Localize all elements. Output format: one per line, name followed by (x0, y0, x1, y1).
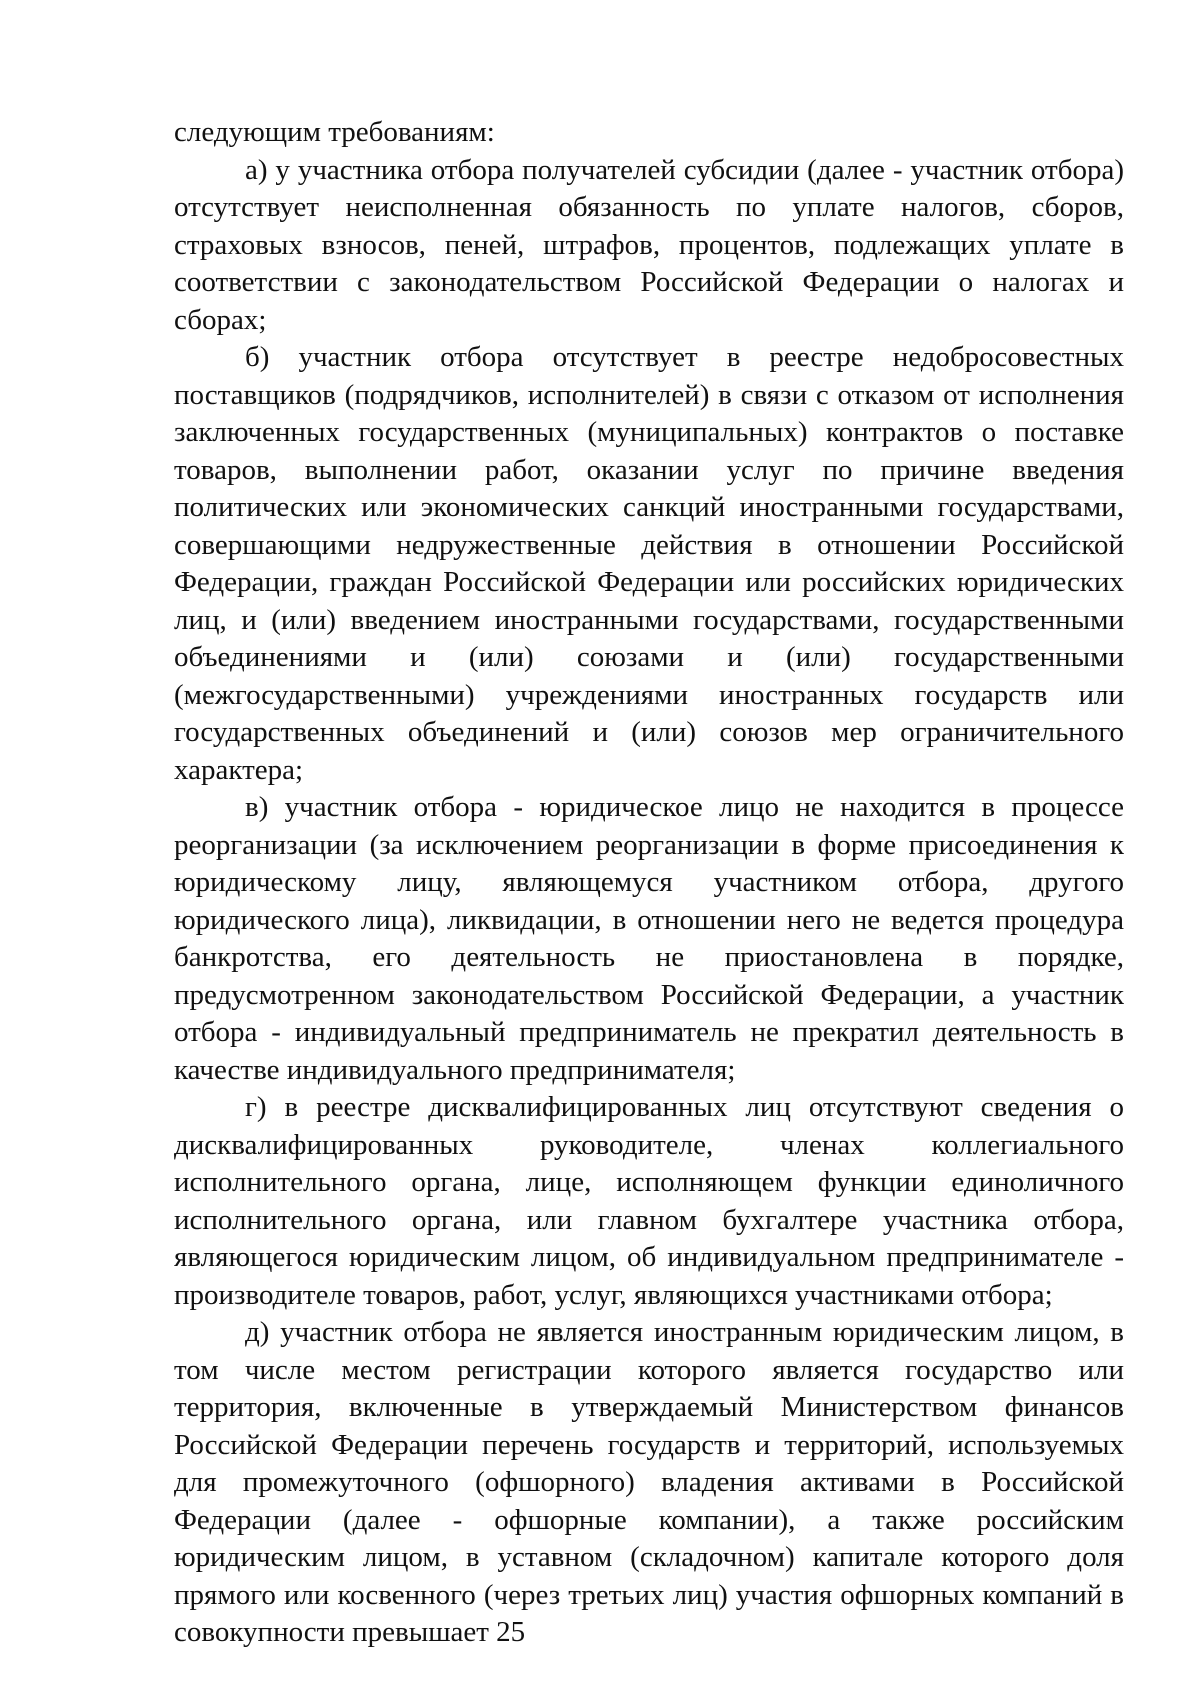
paragraph-b: б) участник отбора отсутствует в реестре недобросовестных поставщиков (подрядчиков, исполнителей) в связи с отказом от исполнения заключенных государственных (муниципальных) контрактов о поставке товаров, выполнении работ, оказании услуг по причине введения политических или экономических санкций иностранными государствами, совершающими недружественные действия в отношении Российской Федерации, граждан Российской Федерации или российских юридических лиц, и (или) введением иностранными государствами, государственными объединениями и (или) союзами и (или) государственными (межгосударственными) учреждениями иностранных государств или государственных объединений и (или) союзов мер ограничительного характера; (174, 341, 1124, 786)
document-body (174, 114, 1124, 1652)
paragraph-g: г) в реестре дисквалифицированных лиц отсутствуют сведения о дисквалифицированных руководителе, членах коллегиального исполнительного органа, лице, исполняющем функции единоличного исполнительного органа, или главном бухгалтере участника отбора, являющегося юридическим лицом, об индивидуальном предпринимателе - производителе товаров, работ, услуг, являющихся участниками отбора; (174, 1091, 1124, 1311)
paragraph-a: а) у участника отбора получателей субсидии (далее - участник отбора) отсутствует неисполненная обязанность по уплате налогов, сборов, страховых взносов, пеней, штрафов, процентов, подлежащих уплате в соответствии с законодательством Российской Федерации о налогах и сборах; (174, 153, 1124, 336)
paragraph-intro: следующим требованиям: (174, 116, 495, 148)
paragraph-v: в) участник отбора - юридическое лицо не находится в процессе реорганизации (за исключением реорганизации в форме присоединения к юридическому лицу, являющемуся участником отбора, другого юридического лица), ликвидации, в отношении него не ведется процедура банкротства, его деятельность не приостановлена в порядке, предусмотренном законодательством Российской Федерации, а участник отбора - индивидуальный предприниматель не прекратил деятельность в качестве индивидуального предпринимателя; (174, 791, 1124, 1086)
paragraph-d: д) участник отбора не является иностранным юридическим лицом, в том числе местом регистрации которого является государство или территория, включенные в утверждаемый Министерством финансов Российской Федерации перечень государств и территорий, используемых для промежуточного (офшорного) владения активами в Российской Федерации (далее - офшорные компании), а также российским юридическим лицом, в уставном (складочном) капитале которого доля прямого или косвенного (через третьих лиц) участия офшорных компаний в совокупности превышает 25 (174, 1316, 1124, 1648)
